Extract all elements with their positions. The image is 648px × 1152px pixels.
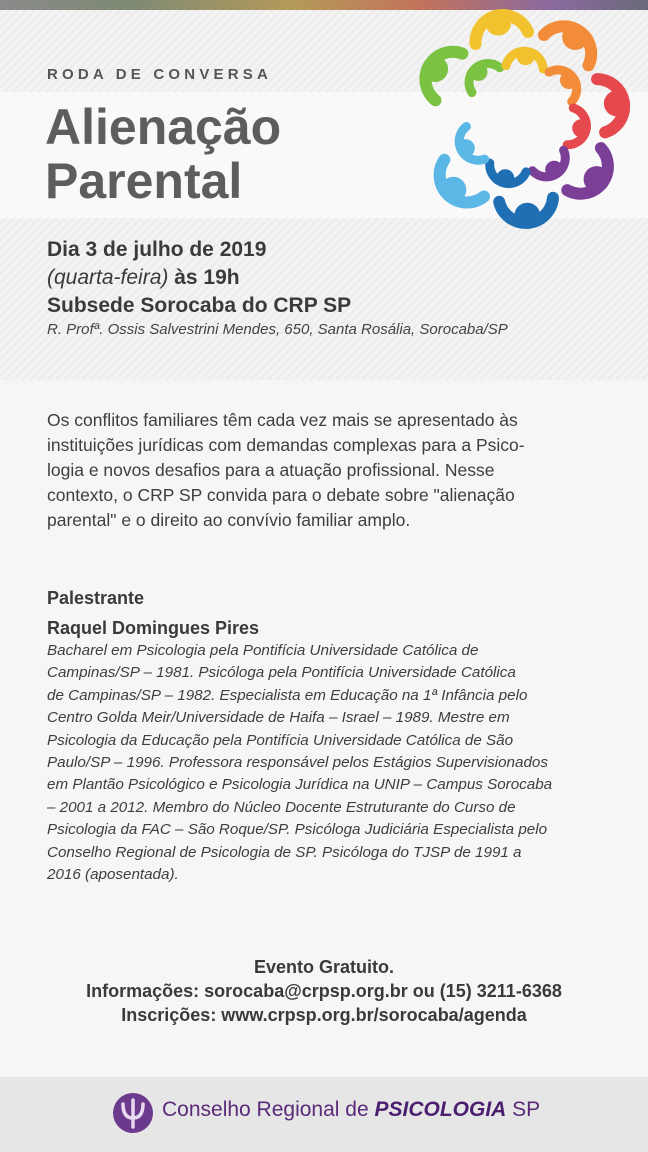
event-date: Dia 3 de julho de 2019 — [47, 238, 267, 261]
bio-line: Psicologia da FAC – São Roque/SP. Psicóloga Judiciária Especialista pelo — [47, 821, 548, 839]
bio-line: de Campinas/SP – 1982. Especialista em Educação na 1ª Infância pelo — [47, 686, 528, 704]
bio-line: Centro Golda Meir/Universidade de Haifa – Israel – 1989. Mestre em — [47, 709, 510, 727]
speaker-bio — [47, 640, 622, 886]
event-title-line1: Alienação — [45, 99, 282, 155]
signup-info: Inscrições: www.crpsp.org.br/sorocaba/agenda — [121, 1005, 527, 1025]
logo-text-part1: Conselho Regional de — [162, 1098, 375, 1121]
bio-line: Paulo/SP – 1996. Professora responsável pelos Estágios Supervisionados — [47, 754, 548, 772]
intro-line: logia e novos desafios para a atuação profissional. Nesse — [47, 460, 495, 480]
event-kicker: RODA DE CONVERSA — [47, 66, 272, 83]
contact-info: Informações: sorocaba@crpsp.org.br ou (15) 3211-6368 — [86, 981, 562, 1001]
bio-line: – 2001 a 2012. Membro do Núcleo Docente Estruturante do Curso de — [47, 798, 516, 816]
event-title-line2: Parental — [45, 153, 243, 209]
speaker-heading: Palestrante — [47, 588, 145, 608]
event-title — [45, 100, 281, 208]
logo-text-part2: PSICOLOGIA — [374, 1098, 507, 1121]
event-address: R. Profª. Ossis Salvestrini Mendes, 650, Santa Rosália, Sorocaba/SP — [47, 321, 508, 338]
logo-wordmark — [162, 1098, 540, 1122]
people-circle-illustration — [370, 0, 648, 265]
event-weekday-time — [47, 266, 240, 290]
logo-text-part3: SP — [506, 1098, 541, 1121]
bio-line: em Plantão Psicológico e Psicologia Jurídica na UNIP – Campus Sorocaba — [47, 776, 553, 794]
intro-line: parental" e o direito ao convívio familiar amplo. — [47, 510, 411, 530]
event-venue: Subsede Sorocaba do CRP SP — [47, 294, 352, 317]
bio-line: Psicologia da Educação pela Pontifícia Universidade Católica de São — [47, 731, 514, 749]
bio-line: Campinas/SP – 1981. Psicóloga pela Pontifícia Universidade Católica — [47, 664, 516, 682]
psi-logo-icon — [112, 1092, 154, 1134]
event-time: às 19h — [174, 266, 240, 289]
intro-line: contexto, o CRP SP convida para o debate sobre "alienação — [47, 485, 515, 505]
speaker-name: Raquel Domingues Pires — [47, 618, 260, 638]
intro-line: Os conflitos familiares têm cada vez mais se apresentado às — [47, 410, 518, 430]
free-event-notice: Evento Gratuito. — [253, 957, 394, 977]
event-weekday: (quarta-feira) — [47, 266, 169, 289]
intro-line: instituições jurídicas com demandas complexas para a Psico- — [47, 435, 525, 455]
bio-line: Bacharel em Psicologia pela Pontifícia Universidade Católica de — [47, 642, 479, 659]
bio-line: Conselho Regional de Psicologia de SP. Psicóloga do TJSP de 1991 a — [47, 843, 522, 861]
intro-paragraph — [47, 408, 603, 533]
bio-line: 2016 (aposentada). — [47, 866, 179, 884]
